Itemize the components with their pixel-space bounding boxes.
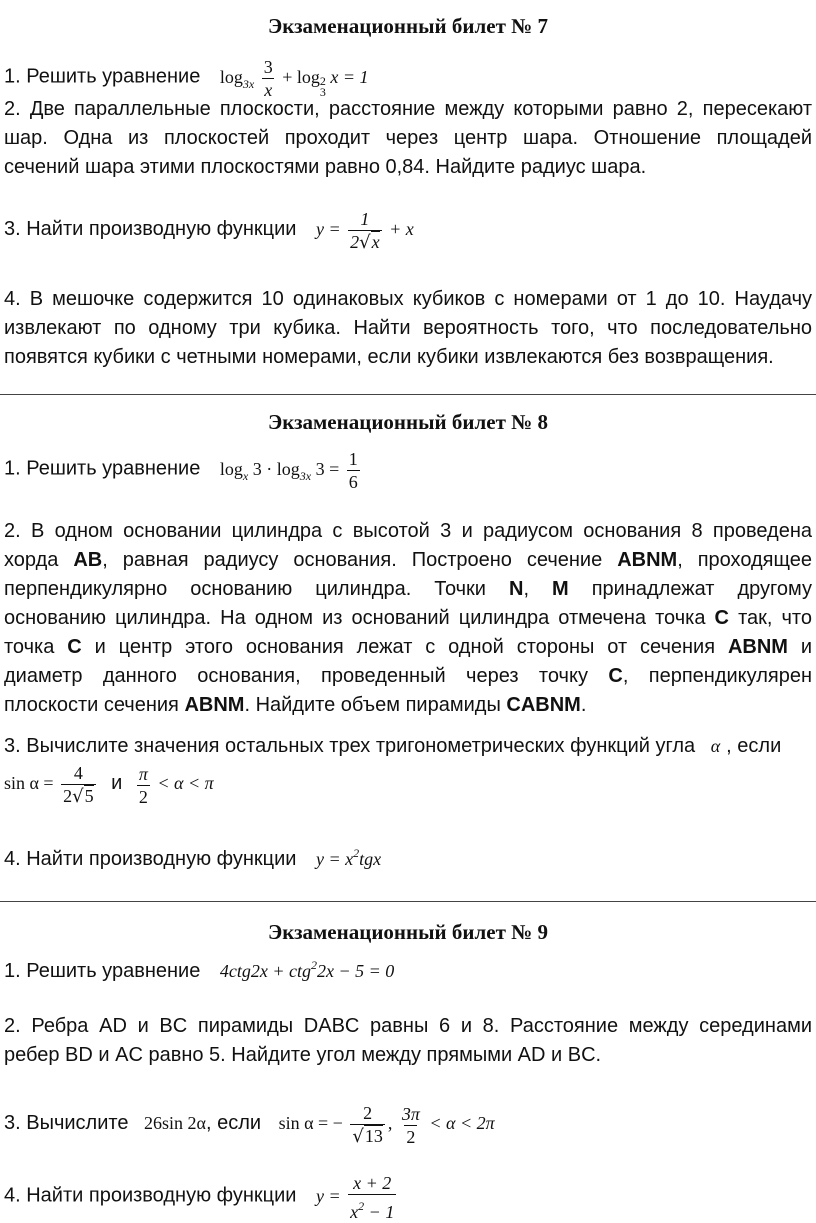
t7-q1-formula: $\log_{3x}$ $\frac{3}{x}$ + log 2 3 x = 1 [219,57,369,100]
t9-question-4: 4. Найти производную функции y = $\frac{x + 2}{x^2 - 1}$ [4,1172,399,1223]
t8-question-4: 4. Найти производную функции $y = x^2tgx$ [4,846,382,870]
t8-q3-formula: sin α = $\frac{4}{2√5}$ и $\frac{\pi}{2}$ < α < π [4,763,214,807]
t8-q1-formula: $\log_x 3 \cdot \log_{3x} 3$ = $\frac{1}{6}$ [219,449,358,492]
ticket-8 [0,410,816,435]
t7-question-4: 4. В мешочке содержится 10 одинаковых кубиков с номерами от 1 до 10. Наудачу извлекают по одному три кубика. Найти вероятность того, что последовательно появятся кубики с четными номерами, если кубики извлекаются без возвращения. [4,288,812,368]
t9-question-3: 3. Вычислите 26sin 2α, если sin α = − $\frac{2}{√13}$ , $\frac{3\pi}{2}$ < α < 2π [4,1103,495,1147]
ticket-title: Экзаменационный билет № 9 [268,920,548,944]
ticket-9 [0,920,816,945]
t8-question-2: 2. В одном основании цилиндра с высотой 3 и радиусом основания 8 проведена хорда AB, равная радиусу основания. Построено сечение ABNM, проходящее перпендикулярно основанию цилиндра. Точки N, M принадлежат другому основанию цилиндра. На одном из оснований цилиндра отмечена точка C так, что точка C и центр этого основания лежат с одной стороны от сечения ABNM и диаметр данного основания, проведенный через точку C, перпендикулярен плоскости сечения ABNM. Найдите объем пирамиды CABNM. [4,520,813,716]
t8-q4-formula: $y = x^2tgx$ [316,846,382,869]
divider [0,901,816,902]
ticket-title: Экзаменационный билет № 7 [268,14,548,38]
t9-q3-formula: sin α = − $\frac{2}{√13}$ , $\frac{3\pi}{2}$ < α < 2π [278,1103,495,1147]
t8-question-3: 3. Вычислите значения остальных трех тригонометрических функций угла α , если [4,735,782,757]
t9-question-1: 1. Решить уравнение 4ctg2x + ctg$^2$2x − 5 = 0 [4,958,395,982]
ticket-title: Экзаменационный билет № 8 [268,410,548,434]
ticket-7 [0,14,816,39]
t7-q3-formula: y = $\frac{1}{2√x}$ + x [316,209,414,253]
divider [0,394,816,395]
t9-question-2: 2. Ребра AD и BC пирамиды DABC равны 6 и 8. Расстояние между серединами ребер BD и AC равно 5. Найдите угол между прямыми AD и BC. [4,1015,812,1066]
t7-question-2: 2. Две параллельные плоскости, расстояние между которыми равно 2, пересекают шар. Одна из плоскостей проходит через центр шара. Отношение площадей сечений шара этими плоскостями равно 0,84. Найдите радиус шара. [4,98,812,178]
t9-q1-formula: 4ctg2x + ctg$^2$2x − 5 = 0 [219,958,395,981]
t9-q4-formula: y = $\frac{x + 2}{x^2 - 1}$ [316,1173,395,1222]
t8-question-1: 1. Решить уравнение $\log_x 3 \cdot \log_{3x} 3$ = $\frac{1}{6}$ [4,448,363,493]
t7-question-3: 3. Найти производную функции y = $\frac{1}{2√x}$ + x [4,209,414,253]
t7-question-1: 1. Решить уравнение $\log_{3x}$ $\frac{3}{x}$ + log 2 3 x = 1 [4,57,369,100]
